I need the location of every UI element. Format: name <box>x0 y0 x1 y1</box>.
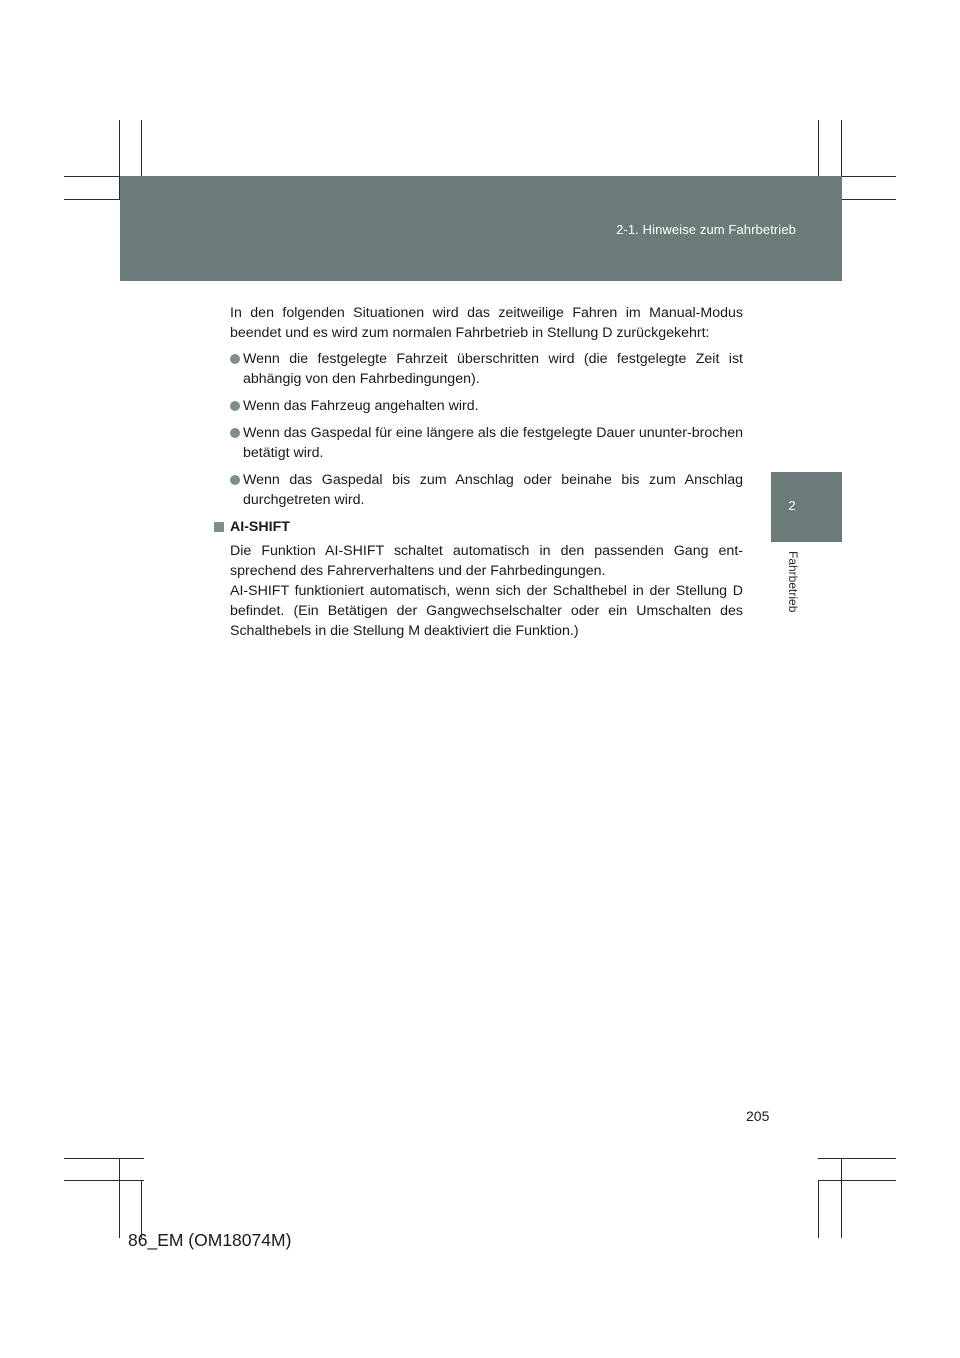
section-title: 2-1. Hinweise zum Fahrbetrieb <box>616 222 796 237</box>
page-number: 205 <box>746 1108 770 1124</box>
intro-paragraph: In den folgenden Situationen wird das zeitweilige Fahren im Manual-Modus beendet und es wird zum normalen Fahrbetrieb in Stellung D zurückgekehrt: <box>230 305 743 341</box>
list-item-text: Wenn das Gaspedal für eine längere als die festgelegte Dauer ununter-brochen betätigt wird. <box>243 425 743 461</box>
crop-mark <box>64 1180 144 1181</box>
list-item-text: Wenn das Fahrzeug angehalten wird. <box>243 398 479 414</box>
chapter-label-text: Fahrbetrieb <box>786 551 800 613</box>
bullet-icon <box>230 401 240 411</box>
list-item <box>230 396 743 416</box>
document-code: 86_EM (OM18074M) <box>128 1230 292 1250</box>
list-item <box>230 470 743 510</box>
chapter-tab <box>771 472 842 542</box>
crop-mark <box>818 1180 896 1181</box>
chapter-number: 2 <box>788 498 796 513</box>
section-paragraph: Die Funktion AI-SHIFT schaltet automatisch in den passenden Gang ent-sprechend des Fahrerverhaltens und der Fahrbedingungen. <box>230 543 743 579</box>
bullet-icon <box>230 354 240 364</box>
list-item-text: Wenn die festgelegte Fahrzeit überschritten wird (die festgelegte Zeit ist abhängig von den Fahrbedingungen). <box>243 351 743 387</box>
section-paragraph: AI-SHIFT funktioniert automatisch, wenn sich der Schalthebel in der Stellung D befindet. (Ein Betätigen der Gangwechselschalter oder ein Umschalten des Schalthebels in die Stellung M deaktiviert die Funktion.) <box>230 583 743 639</box>
list-item <box>230 423 743 463</box>
section-heading-text: AI-SHIFT <box>230 519 290 535</box>
list-item-text: Wenn das Gaspedal bis zum Anschlag oder beinahe bis zum Anschlag durchgetreten wird. <box>243 472 743 508</box>
bullet-icon <box>230 428 240 438</box>
crop-mark <box>818 1158 896 1159</box>
section-heading <box>213 517 743 537</box>
crop-mark <box>841 1158 842 1238</box>
crop-mark <box>818 1180 819 1238</box>
square-bullet-icon <box>214 522 224 532</box>
list-item <box>230 349 743 389</box>
crop-mark <box>119 1158 120 1238</box>
header-band <box>120 176 842 281</box>
crop-mark <box>64 1158 144 1159</box>
main-content <box>213 303 743 641</box>
bullet-icon <box>230 475 240 485</box>
chapter-label <box>786 551 800 631</box>
